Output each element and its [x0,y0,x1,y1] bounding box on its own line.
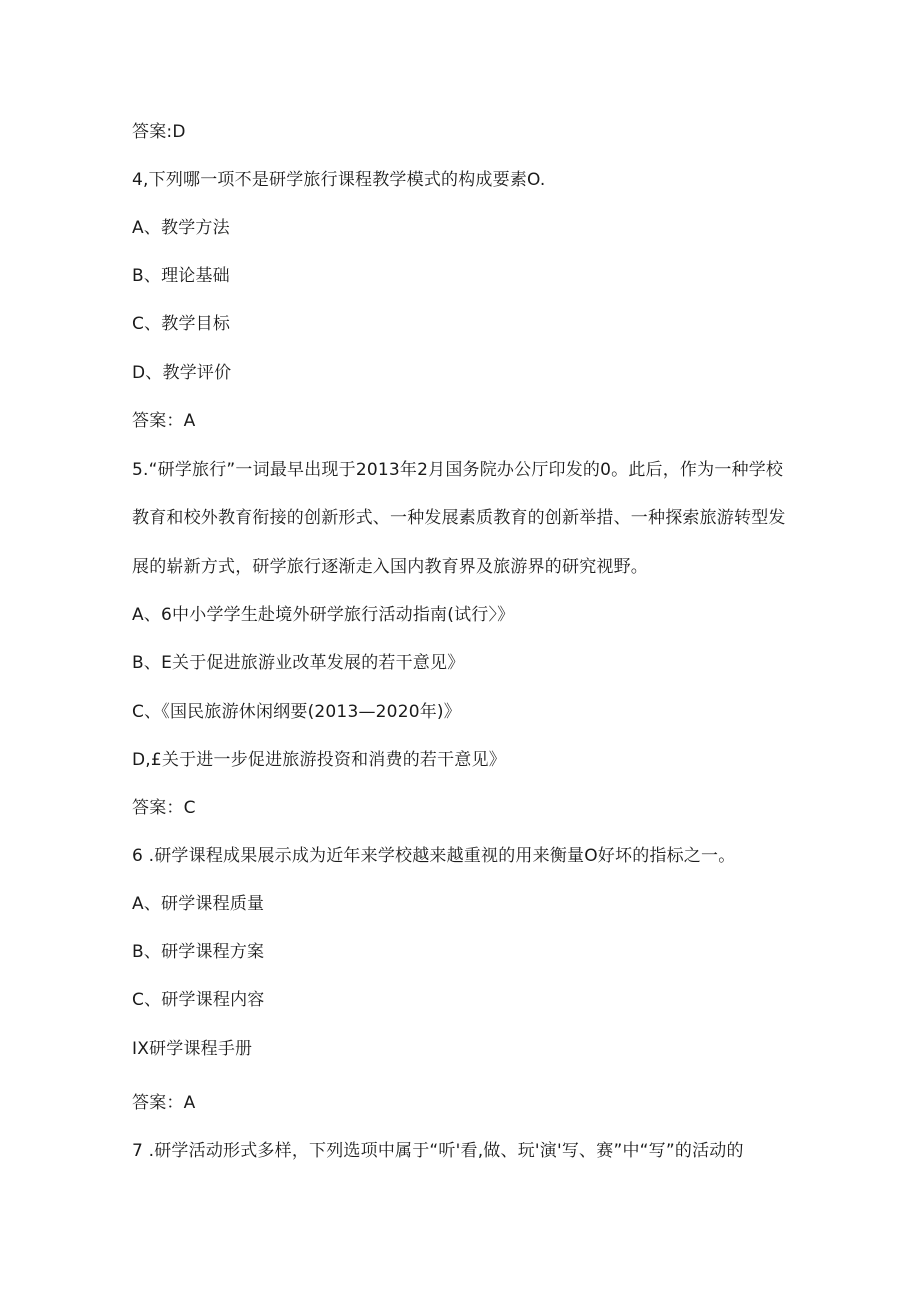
answer-line-q4: 答案：A [132,411,196,431]
question-4-option-c: C、教学目标 [132,314,231,334]
question-6-option-d: IX研学课程手册 [132,1039,253,1059]
question-6-option-b: B、研学课程方案 [132,942,265,962]
question-5-option-a: A、6中小学学生赴境外研学旅行活动指南(试行〉》 [132,605,515,625]
question-6-option-c: C、研学课程内容 [132,990,265,1010]
question-5-text-line-1: 5.“研学旅行”一词最早出现于2013年2月国务院办公厅印发的0。此后，作为一种学校 [132,460,784,480]
answer-line-q3: 答案:D [132,122,186,142]
question-6-option-a: A、研学课程质量 [132,894,265,914]
question-4-option-b: B、理论基础 [132,266,230,286]
answer-line-q6: 答案：A [132,1093,196,1113]
question-5-option-d: D,£关于进一步促进旅游投资和消费的若干意见》 [132,750,506,770]
question-6-text: 6 .研学课程成果展示成为近年来学校越来越重视的用来衡量O好坏的指标之一。 [132,846,736,866]
question-5-text-line-2: 教育和校外教育衔接的创新形式、一种发展素质教育的创新举措、一种探索旅游转型发 [132,508,786,528]
question-4-option-d: D、教学评价 [132,363,232,383]
question-5-text-line-3: 展的崭新方式，研学旅行逐渐走入国内教育界及旅游界的研究视野。 [132,557,648,577]
question-7-text: 7 .研学活动形式多样，下列选项中属于“听'看,做、玩'演'写、赛”中“写”的活动的 [132,1141,744,1161]
question-5-option-b: B、E关于促进旅游业改革发展的若干意见》 [132,653,465,673]
question-4-option-a: A、教学方法 [132,218,230,238]
answer-line-q5: 答案：C [132,798,196,818]
question-5-option-c: C、《国民旅游休闲纲要(2013—2020年)》 [132,702,461,722]
question-4-text: 4,下列哪一项不是研学旅行课程教学模式的构成要素O. [132,170,546,190]
